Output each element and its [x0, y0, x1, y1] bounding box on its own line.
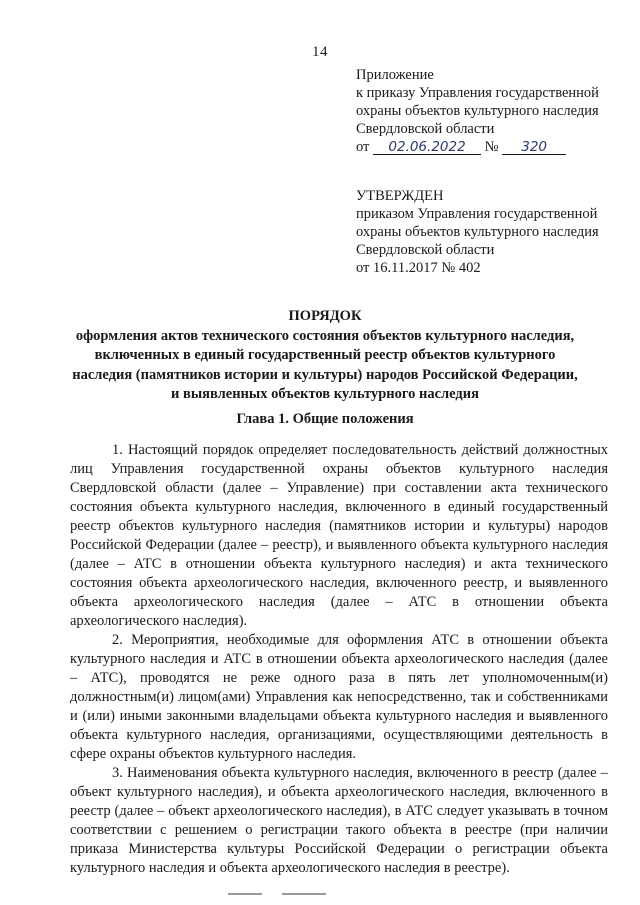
paragraph: 3. Наименования объекта культурного наследия, включенного в реестр (далее – объект культурного наследия), и объекта археологического наследия, включенного в реестр (далее – объект археологического наследия), в АТС следует указывать в точном соответствии с решением о регистрации такого объекта в реестре (при наличии приказа Министерства культуры Российской Федерации о регистрации объекта культурного наследия и объекта археологического наследия в реестре). [70, 765, 608, 876]
approved-line: охраны объектов культурного наследия [356, 224, 599, 240]
approved-heading: УТВЕРЖДЕН [356, 188, 444, 204]
title-line: оформления актов технического состояния объектов культурного наследия, [75, 327, 575, 344]
appendix-block [356, 66, 626, 156]
page-number: 14 [312, 44, 328, 60]
title-line: включенных в единый государственный реестр объектов культурного [94, 347, 556, 363]
title-heading: ПОРЯДОК [288, 308, 362, 324]
title-line: и выявленных объектов культурного наследия [171, 386, 479, 402]
approved-line: от 16.11.2017 № 402 [356, 260, 481, 276]
paragraph: 1. Настоящий порядок определяет последовательность действий должностных лиц Управления государственной охраны объектов культурного наследия Свердловской области (далее – Управление) при составлении акта технического состояния объекта культурного наследия, включенного в единый государственный реестр объектов культурного наследия (памятников истории и культуры) народов Российской Федерации (далее – реестр), и выявленного объекта культурного наследия (далее – АТС в отношении объекта культурного наследия) и акта технического состояния объекта археологического наследия, включенного реестр, и выявленного объекта археологического наследия (далее – АТС в отношении объекта археологического наследия). [70, 442, 608, 629]
approved-block [356, 187, 626, 277]
number-prefix: № [484, 139, 499, 155]
document-title [40, 307, 610, 405]
scan-artifact [282, 893, 326, 895]
handwritten-number: 320 [502, 140, 566, 155]
handwritten-date: 02.06.2022 [373, 140, 481, 155]
title-line: наследия (памятников истории и культуры) народов Российской Федерации, [72, 366, 578, 383]
scan-artifact [228, 893, 262, 895]
appendix-line: Приложение [356, 67, 434, 83]
chapter-heading: Глава 1. Общие положения [236, 411, 414, 427]
approved-line: приказом Управления государственной [356, 206, 598, 222]
appendix-date-line [356, 138, 626, 156]
date-prefix: от [356, 139, 370, 155]
body-text [70, 441, 608, 878]
paragraph: 2. Мероприятия, необходимые для оформления АТС в отношении объекта культурного наследия и АТС в отношении объекта археологического наследия (далее – АТС), проводятся не реже одного раза в пять лет уполномоченным(и) должностным(и) лицом(ами) Управления как непосредственно, так и собственниками и (или) иными законными владельцами объекта культурного наследия и выявленного объекта культурного наследия, организациями, осуществляющими деятельность в сфере охраны объектов культурного наследия. [70, 632, 608, 762]
appendix-line: Свердловской области [356, 121, 495, 137]
appendix-line: охраны объектов культурного наследия [356, 103, 599, 119]
approved-line: Свердловской области [356, 242, 495, 258]
appendix-line: к приказу Управления государственной [356, 85, 599, 101]
